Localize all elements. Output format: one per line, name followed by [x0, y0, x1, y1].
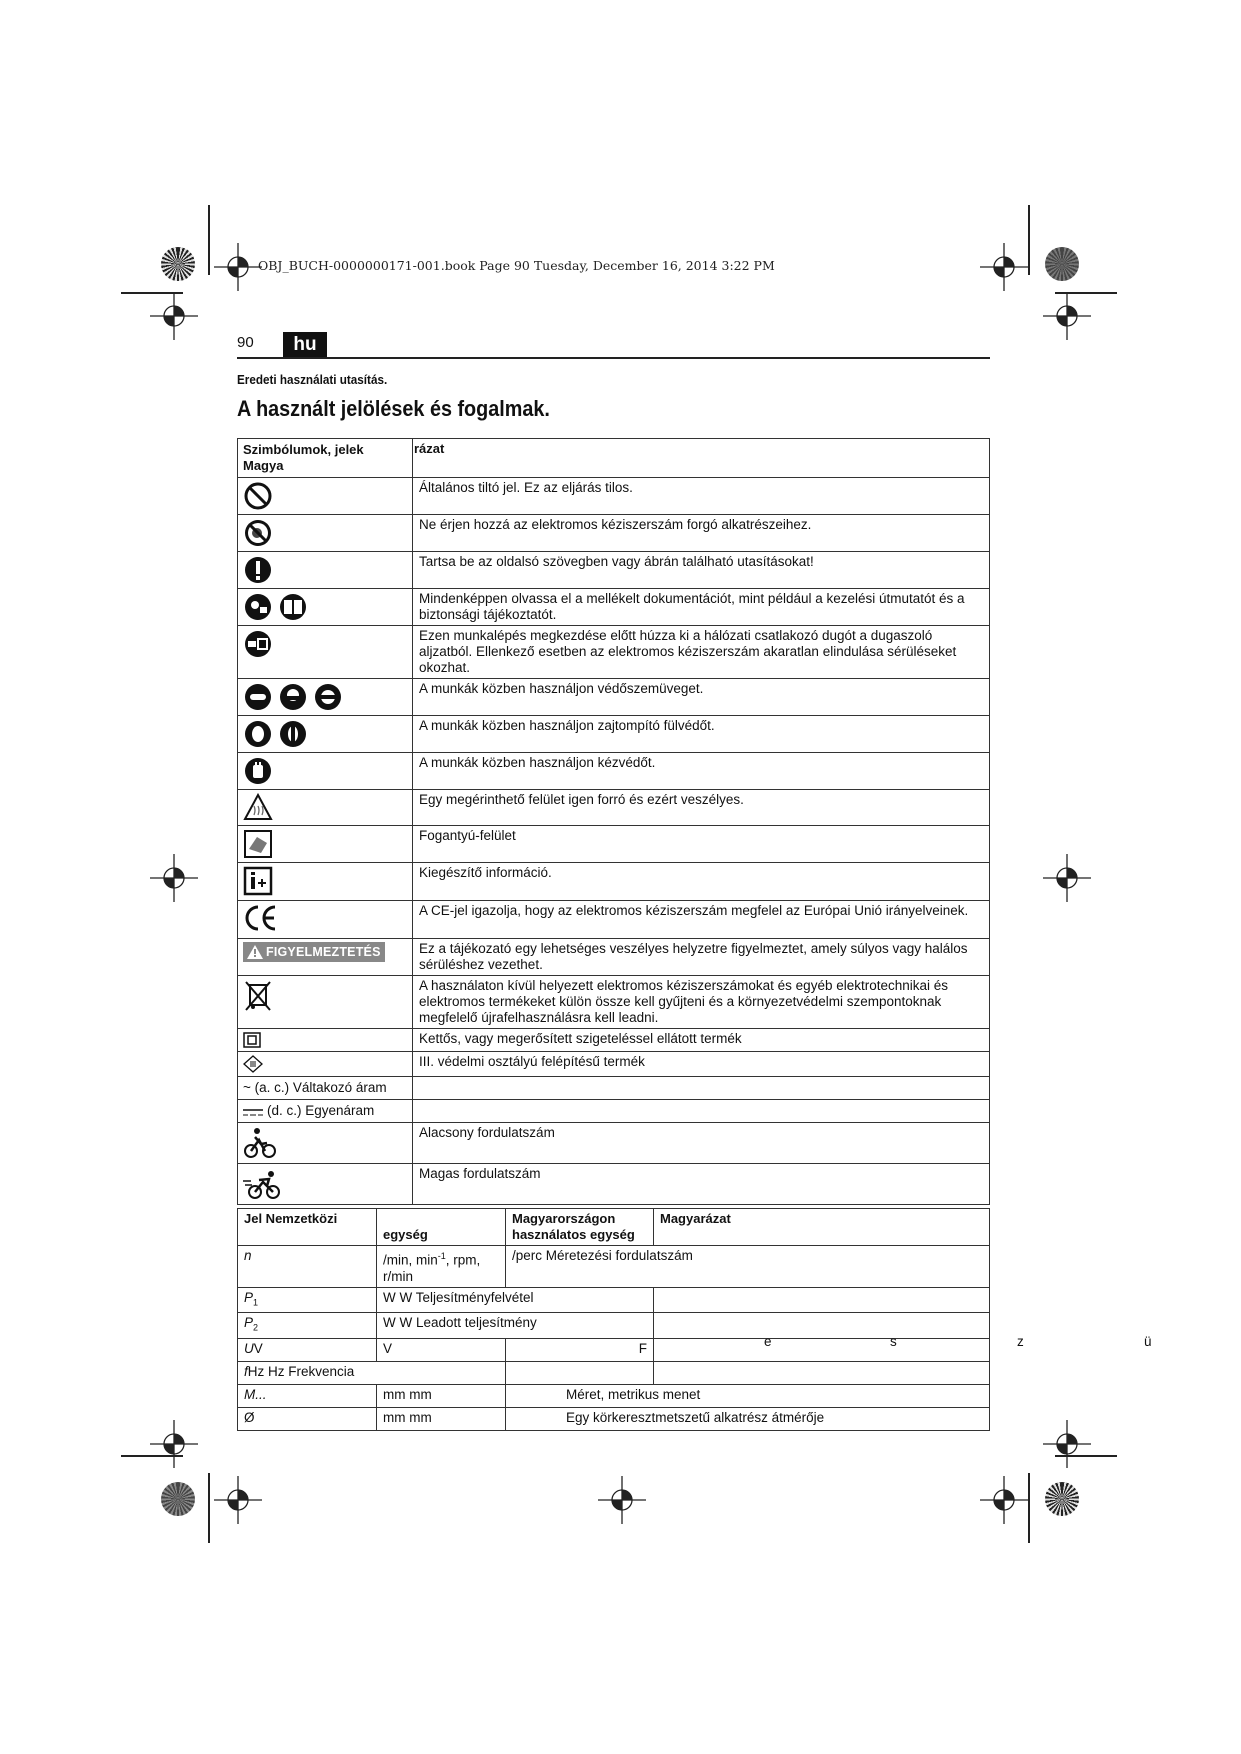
table-row: Kettős, vagy megerősített szigeteléssel ellátott termék [413, 1029, 990, 1052]
header-rule [237, 357, 990, 359]
file-info: OBJ_BUCH-0000000171-001.book Page 90 Tuesday, December 16, 2014 3:22 PM [258, 258, 775, 273]
registration-mark-icon [1043, 854, 1091, 902]
table-row: fHz Hz Frekvencia [238, 1361, 990, 1384]
registration-mark-icon [980, 1476, 1028, 1524]
table-row: $P_2$ W W Leadott teljesítmény [238, 1313, 990, 1339]
table-header: Szimbólumok, jelek Magya [238, 439, 413, 478]
table-row: Ne érjen hozzá az elektromos kéziszerszám forgó alkatrészeihez. [413, 515, 990, 552]
table-row: Ez a tájékozató egy lehetséges veszélyes helyzetre figyelmeztet, amely súlyos vagy halálos sérüléshez vezethet. [413, 939, 990, 976]
table-row: Alacsony fordulatszám [413, 1123, 990, 1164]
table-header: Magyarázat [654, 1209, 990, 1246]
high-speed-icon [243, 1167, 283, 1201]
hot-surface-icon [243, 793, 273, 821]
table-row: A használaton kívül helyezett elektromos kéziszerszámokat és egyéb elektrotechnikai és elektromos termékeket külön össze kell gyűjteni és a környezetvédelmi szempontoknak megfelelő újrafelhasználásra kell leadni. [413, 976, 990, 1029]
info-icon [243, 866, 273, 896]
warning-triangle-icon [247, 945, 263, 959]
table-row: A munkák közben használjon zajtompító fülvédőt. [413, 716, 990, 753]
registration-mark-icon [150, 292, 198, 340]
warning-label: FIGYELMEZTETÉS [243, 942, 385, 962]
table-row: Ø mm mm Egy körkeresztmetszetű alkatrész átmérője [238, 1407, 990, 1430]
language-badge: hu [283, 332, 327, 358]
color-wheel-icon [1045, 247, 1079, 281]
gloves-icon [243, 756, 273, 786]
table-row: n /min, $\min^{-1}$, rpm, r/min /perc Méretezési fordulatszám [238, 1246, 990, 1288]
stray-letter: s [890, 1334, 897, 1349]
table-row: Mindenképpen olvassa el a mellékelt dokumentációt, mint például a kezelési útmutatót és a biztonsági tájékoztatót. [413, 589, 990, 626]
registration-mark-icon [150, 854, 198, 902]
unplug-icon [243, 629, 273, 659]
table-row: A CE-jel igazolja, hogy az elektromos kéziszerszám megfelel az Európai Unió irányelveinek. [413, 901, 990, 939]
exclamation-icon [243, 555, 273, 585]
safety-glasses-icon [243, 682, 343, 712]
table-row: $P_1$ W W Teljesítményfelvétel [238, 1287, 990, 1313]
table-row: Általános tiltó jel. Ez az eljárás tilos. [413, 478, 990, 515]
table-header: rázat [413, 439, 990, 478]
color-wheel-icon [1045, 1482, 1079, 1516]
page-title: A használt jelölések és fogalmak. [237, 396, 550, 421]
double-insulation-icon [243, 1032, 261, 1048]
ac-label: ~ (a. c.) Váltakozó áram [238, 1077, 413, 1100]
class-iii-icon [243, 1055, 263, 1073]
registration-mark-icon [1043, 292, 1091, 340]
registration-mark-icon [214, 1476, 262, 1524]
table-row: Kiegészítő információ. [413, 863, 990, 901]
ear-protection-icon [243, 719, 309, 749]
registration-mark-icon [598, 1476, 646, 1524]
table-row: Egy megérinthető felület igen forró és ezért veszélyes. [413, 790, 990, 826]
table-row: A munkák közben használjon védőszemüveget. [413, 679, 990, 716]
prohibition-icon [243, 481, 273, 511]
table-header: egység [377, 1209, 506, 1246]
page-number: 90 [237, 334, 254, 351]
table-row: III. védelmi osztályú felépítésű termék [413, 1052, 990, 1077]
low-speed-icon [243, 1126, 277, 1160]
weee-bin-icon [243, 979, 273, 1013]
registration-mark-icon [980, 243, 1028, 291]
ce-mark-icon [243, 904, 279, 932]
table-row: Tartsa be az oldalsó szövegben vagy ábrán található utasításokat! [413, 552, 990, 589]
registration-mark-icon [214, 243, 262, 291]
stray-letter: ü [1144, 1334, 1152, 1349]
table-row: Magas fordulatszám [413, 1164, 990, 1205]
table-row: M... mm mm Méret, metrikus menet [238, 1384, 990, 1407]
table-row: Ezen munkalépés megkezdése előtt húzza ki a hálózati csatlakozó dugót a dugaszoló aljzatból. Ellenkező esetben az elektromos kéziszerszám akaratlan elindulása sérüléseket okozhat. [413, 626, 990, 679]
table-header: Jel Nemzetközi [238, 1209, 377, 1246]
table-row: UV V F [238, 1338, 990, 1361]
registration-mark-icon [1043, 1420, 1091, 1468]
grip-surface-icon [243, 829, 273, 859]
units-table [237, 1208, 990, 1431]
dc-label: (d. c.) Egyenáram [267, 1103, 375, 1119]
symbols-table [237, 438, 990, 1205]
stray-letter: e [764, 1334, 772, 1349]
document-subtitle: Eredeti használati utasítás. [237, 372, 388, 387]
dc-icon [243, 1107, 263, 1117]
registration-mark-icon [150, 1420, 198, 1468]
color-wheel-icon [161, 1482, 195, 1516]
read-manual-icon [243, 592, 309, 622]
no-touch-rotating-parts-icon [243, 518, 273, 548]
table-row [413, 1100, 990, 1123]
table-row: Fogantyú-felület [413, 826, 990, 863]
color-wheel-icon [161, 247, 195, 281]
stray-letter: z [1017, 1334, 1024, 1349]
table-header: Magyarországon használatos egység [506, 1209, 654, 1246]
table-row: A munkák közben használjon kézvédőt. [413, 753, 990, 790]
table-row [413, 1077, 990, 1100]
